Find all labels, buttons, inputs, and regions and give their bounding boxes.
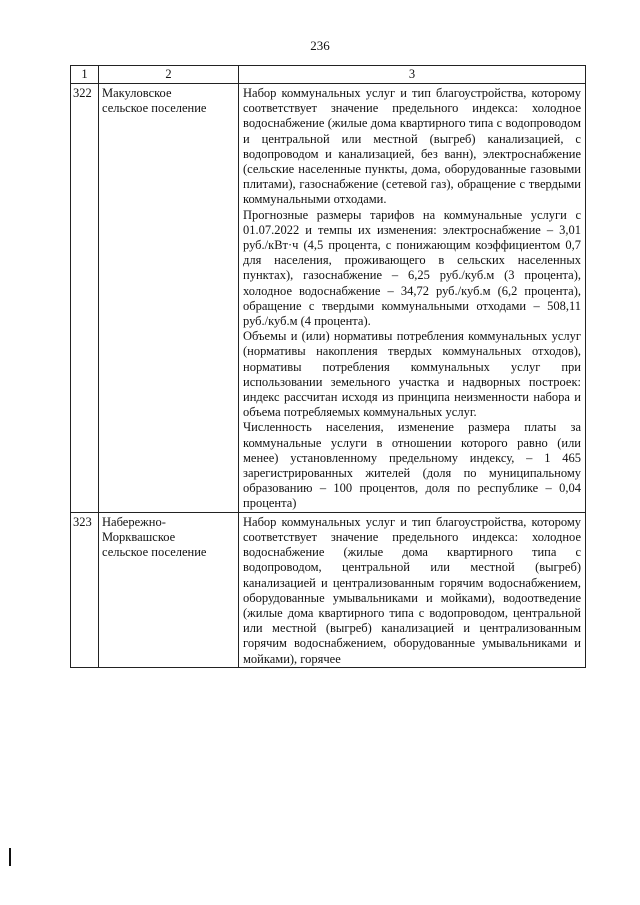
settlement-name-line: Морквашское bbox=[102, 529, 176, 544]
row-number: 322 bbox=[71, 84, 99, 513]
row-description bbox=[239, 84, 586, 513]
description-paragraph: Набор коммунальных услуг и тип благоустройства, которому соответствует значение предельного индекса: холодное водоснабжение (жилые дома квартирного типа с водопроводом и центральной или местной (выгреб) канализацией, с водопроводом и канализацией, без ванн), электроснабжение (сельские населенные пункты, дома, оборудованные газовыми плитами), газоснабжение (сетевой газ), обращение с твердыми коммунальными отходами. bbox=[243, 86, 581, 207]
page-number: 236 bbox=[310, 38, 330, 53]
settlement-name-line: сельское поселение bbox=[102, 545, 207, 560]
row-number: 323 bbox=[71, 512, 99, 667]
table-row bbox=[71, 512, 586, 667]
description-paragraph: Прогнозные размеры тарифов на коммунальные услуги с 01.07.2022 и темпы их изменения: электроснабжение – 3,01 руб./кВт·ч (4,5 процента, с понижающим коэффициентом 0,7 для населения, проживающего в сельских населенных пунктах), газоснабжение – 6,25 руб./куб.м (3 процента), холодное водоснабжение – 34,72 руб./куб.м (6,2 процента), обращение с твердыми коммунальными отходами – 508,11 руб./куб.м (4 процента). bbox=[243, 207, 581, 329]
description-paragraph: Объемы и (или) нормативы потребления коммунальных услуг (нормативы накопления твердых коммунальных отходов), нормативы потребления коммунальных услуг при использовании земельного участка и надворных построек: индекс рассчитан исходя из принципа неизменности набора и объема потребляемых коммунальных услуг. bbox=[243, 329, 581, 420]
settlement-name bbox=[99, 512, 239, 667]
row-description bbox=[239, 512, 586, 667]
settlement-name-line: Набережно- bbox=[102, 514, 166, 529]
settlement-name-line: Макуловское bbox=[102, 86, 172, 100]
settlement-name-line: сельское поселение bbox=[102, 101, 207, 116]
description-paragraph: Набор коммунальных услуг и тип благоустройства, которому соответствует значение предельного индекса: холодное водоснабжение (жилые дома квартирного типа с водопроводом, центральной или местной (выгреб) канализацией и централизованным горячим водоснабжением, оборудованные умывальниками и мойками), водоотведение (жилые дома квартирного типа с водопроводом, центральной или местной (выгреб) канализацией и централизованным горячим водоснабжением, оборудованные умывальниками и мойками), горячее bbox=[243, 514, 581, 666]
table-row bbox=[71, 84, 586, 513]
tariff-table bbox=[70, 65, 586, 668]
settlement-name bbox=[99, 84, 239, 513]
margin-mark bbox=[9, 848, 11, 866]
table-header-row bbox=[71, 66, 586, 84]
column-header: 3 bbox=[239, 66, 586, 84]
column-header: 1 bbox=[71, 66, 99, 84]
description-paragraph: Численность населения, изменение размера платы за коммунальные услуги в отношении которого равно (или менее) установленному предельному индексу, – 1 465 зарегистрированных жителей (доля по муниципальному образованию – 100 процентов, доля по республике – 0,04 процента) bbox=[243, 420, 581, 511]
column-header: 2 bbox=[99, 66, 239, 84]
